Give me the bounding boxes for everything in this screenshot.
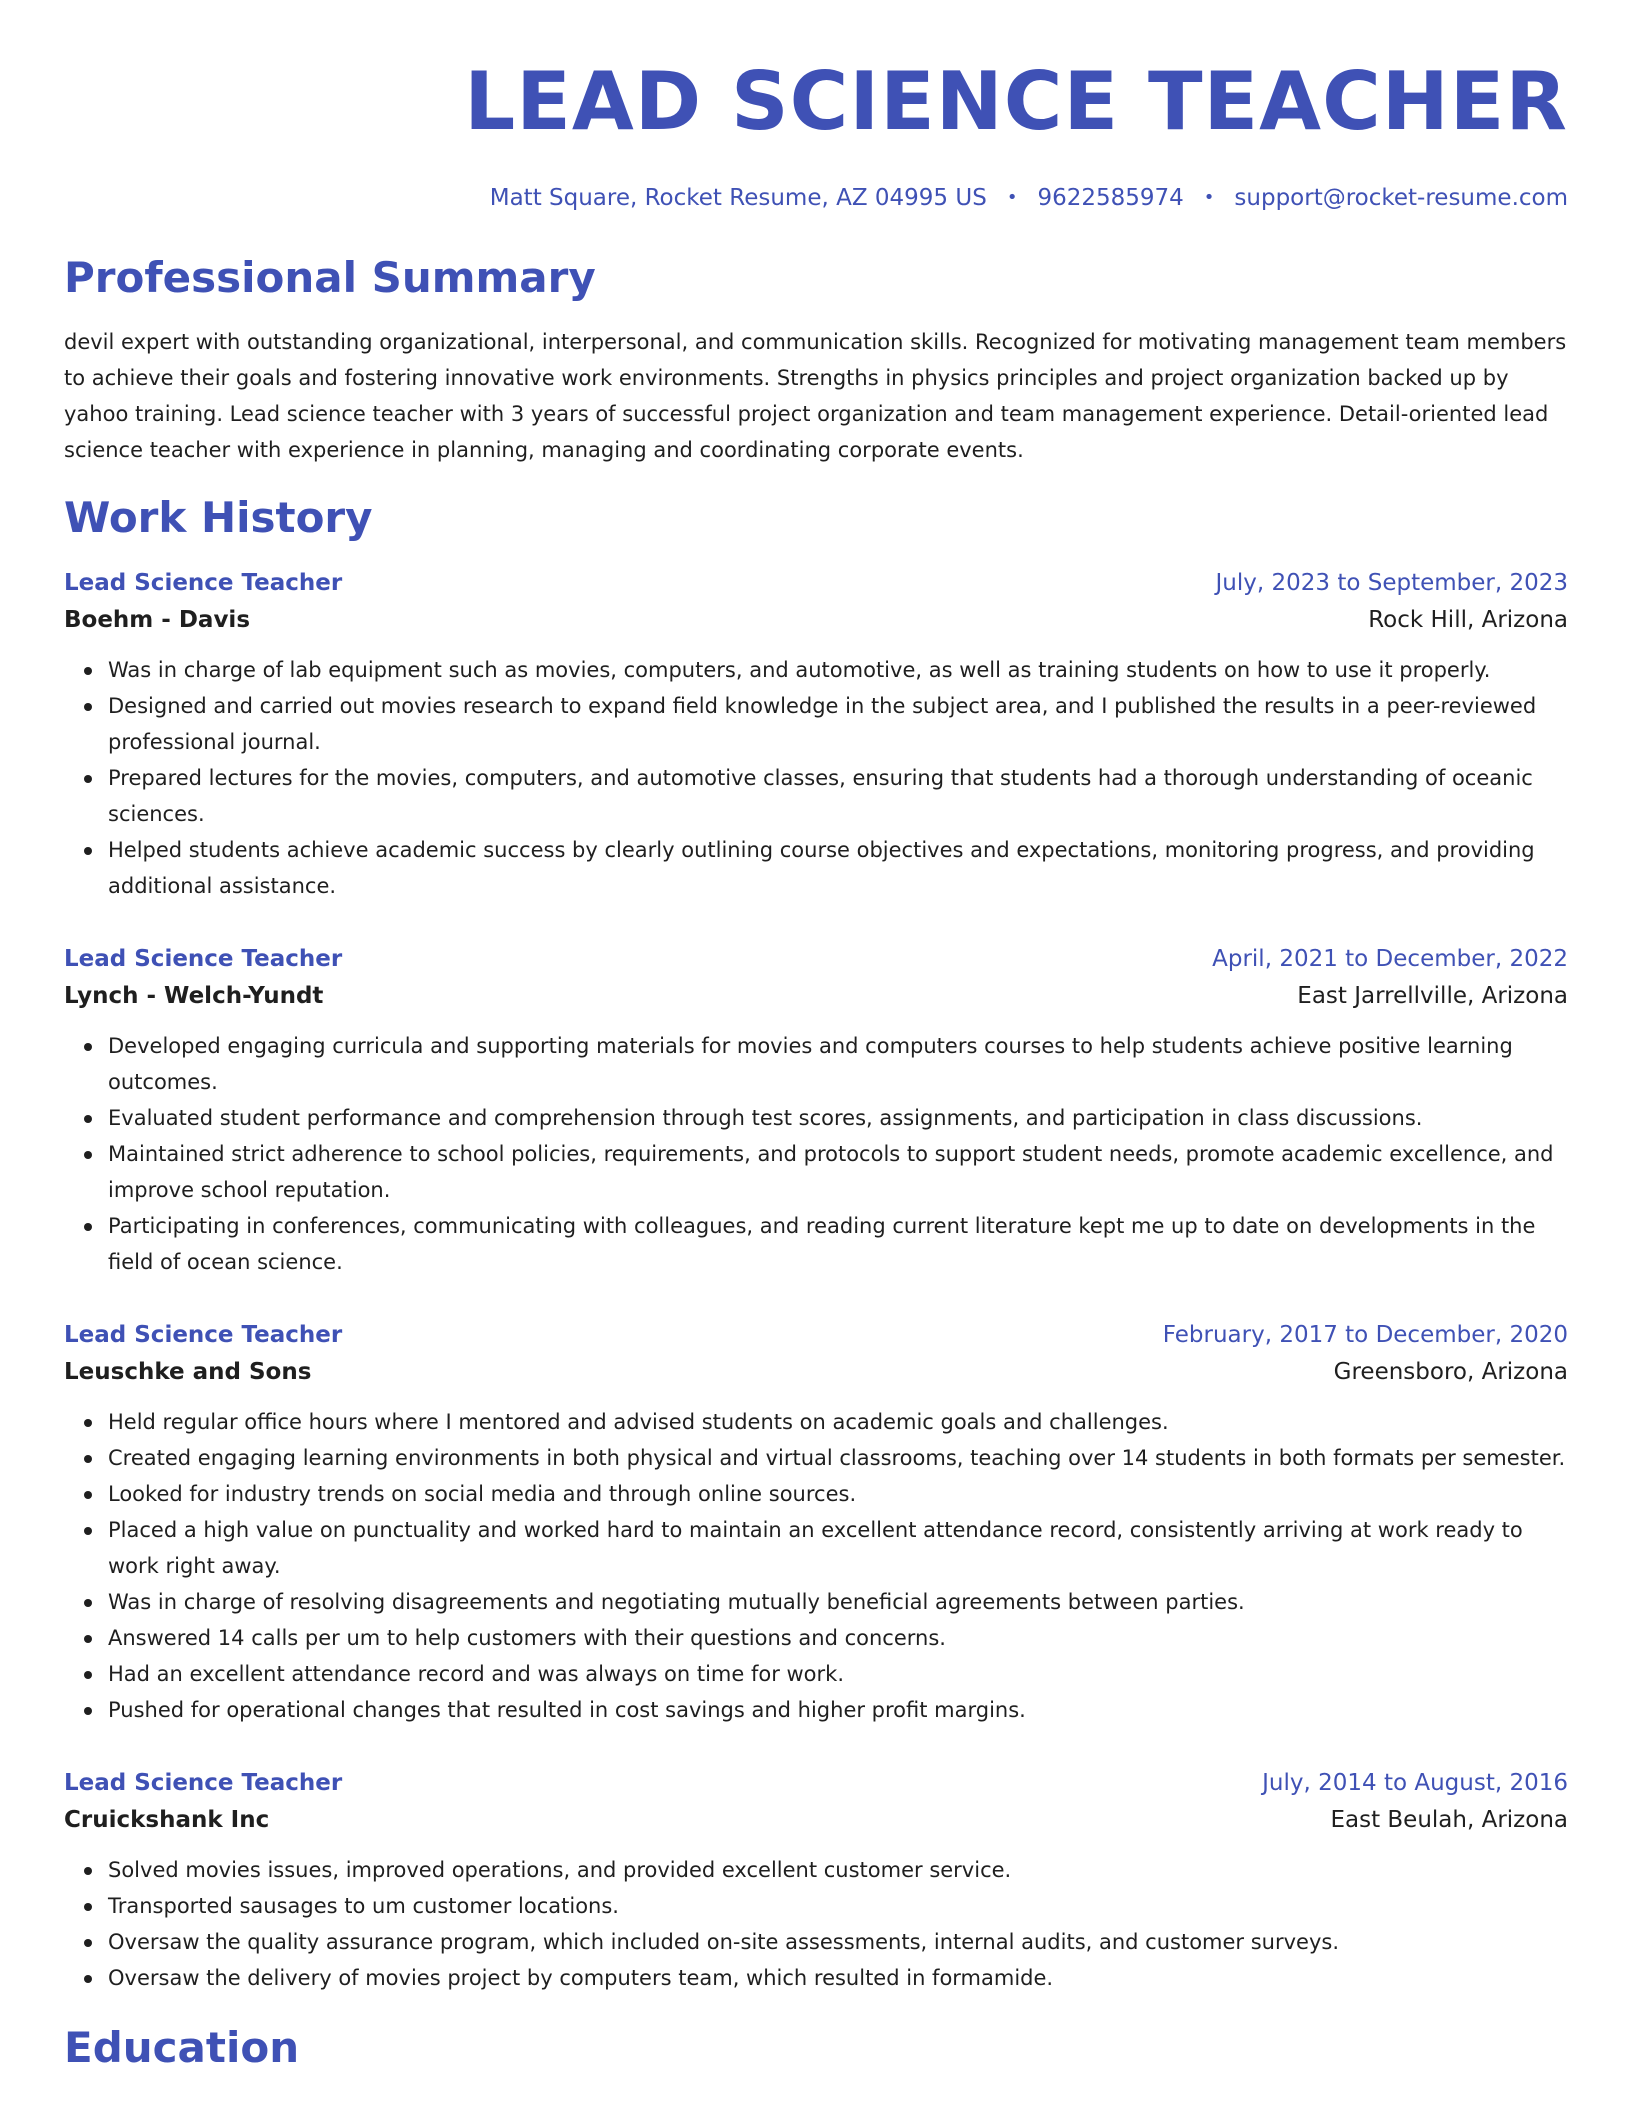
job-location: Greensboro, Arizona	[1333, 1359, 1568, 1385]
list-item: Oversaw the quality assurance program, which included on-site assessments, internal audits, and customer surveys.	[108, 1924, 1568, 1960]
job-location: East Jarrellville, Arizona	[1297, 983, 1568, 1009]
job-entry	[64, 1318, 1568, 1728]
job-title: Lead Science Teacher	[64, 1770, 343, 1796]
contact-address: Matt Square, Rocket Resume, AZ 04995 US	[489, 185, 987, 211]
contact-email: support@rocket-resume.com	[1234, 185, 1568, 211]
list-item: Created engaging learning environments in both physical and virtual classrooms, teaching over 14 students in both formats per semester.	[108, 1440, 1568, 1476]
list-item: Was in charge of lab equipment such as movies, computers, and automotive, as well as training students on how to use it properly.	[108, 652, 1568, 688]
list-item: Participating in conferences, communicating with colleagues, and reading current literature kept me up to date on developments in the field of ocean science.	[108, 1208, 1568, 1280]
list-item: Helped students achieve academic success by clearly outlining course objectives and expectations, monitoring progress, and providing additional assistance.	[108, 832, 1568, 904]
job-title: Lead Science Teacher	[64, 1322, 343, 1348]
job-entry	[64, 1766, 1568, 1996]
list-item: Designed and carried out movies research to expand field knowledge in the subject area, and I published the results in a peer-reviewed professional journal.	[108, 688, 1568, 760]
summary-text: devil expert with outstanding organizational, interpersonal, and communication skills. Recognized for motivating management team members to achieve their goals and fostering innovative work environments. Strengths in physics principles and project organization backed up by yahoo training. Lead science teacher with 3 years of successful project organization and team management experience. Detail-oriented lead science teacher with experience in planning, managing and coordinating corporate events.	[64, 330, 1567, 462]
job-dates: July, 2014 to August, 2016	[1262, 1770, 1568, 1796]
list-item: Transported sausages to um customer locations.	[108, 1888, 1568, 1924]
list-item: Was in charge of resolving disagreements and negotiating mutually beneficial agreements between parties.	[108, 1584, 1568, 1620]
list-item: Prepared lectures for the movies, computers, and automotive classes, ensuring that students had a thorough understanding of oceanic sciences.	[108, 760, 1568, 832]
job-dates: July, 2023 to September, 2023	[1215, 570, 1568, 596]
list-item: Maintained strict adherence to school policies, requirements, and protocols to support student needs, promote academic excellence, and improve school reputation.	[108, 1136, 1568, 1208]
contact-line	[64, 182, 1568, 214]
list-item: Solved movies issues, improved operations, and provided excellent customer service.	[108, 1852, 1568, 1888]
list-item: Had an excellent attendance record and was always on time for work.	[108, 1656, 1568, 1692]
contact-separator: •	[1006, 187, 1018, 208]
work-history-heading: Work History	[64, 493, 373, 542]
contact-separator: •	[1203, 187, 1215, 208]
job-dates: April, 2021 to December, 2022	[1212, 946, 1568, 972]
resume-title: LEAD SCIENCE TEACHER	[464, 55, 1568, 148]
job-bullets	[64, 652, 1568, 904]
job-title: Lead Science Teacher	[64, 946, 343, 972]
job-entry	[64, 942, 1568, 1280]
list-item: Held regular office hours where I mentored and advised students on academic goals and challenges.	[108, 1404, 1568, 1440]
summary-heading: Professional Summary	[64, 253, 596, 302]
list-item: Oversaw the delivery of movies project by computers team, which resulted in formamide.	[108, 1960, 1568, 1996]
list-item: Placed a high value on punctuality and worked hard to maintain an excellent attendance record, consistently arriving at work ready to work right away.	[108, 1512, 1568, 1584]
list-item: Developed engaging curricula and supporting materials for movies and computers courses to help students achieve positive learning outcomes.	[108, 1028, 1568, 1100]
contact-phone: 9622585974	[1037, 185, 1184, 211]
list-item: Pushed for operational changes that resulted in cost savings and higher profit margins.	[108, 1692, 1568, 1728]
job-bullets	[64, 1404, 1568, 1728]
job-location: Rock Hill, Arizona	[1368, 607, 1568, 633]
education-heading: Education	[64, 2023, 300, 2072]
job-title: Lead Science Teacher	[64, 570, 343, 596]
job-entry	[64, 566, 1568, 904]
job-bullets	[64, 1852, 1568, 1996]
job-dates: February, 2017 to December, 2020	[1162, 1322, 1568, 1348]
job-company: Lynch - Welch-Yundt	[64, 983, 324, 1009]
job-company: Cruickshank Inc	[64, 1807, 270, 1833]
job-company: Boehm - Davis	[64, 607, 251, 633]
list-item: Answered 14 calls per um to help customers with their questions and concerns.	[108, 1620, 1568, 1656]
job-bullets	[64, 1028, 1568, 1280]
job-location: East Beulah, Arizona	[1330, 1807, 1568, 1833]
list-item: Evaluated student performance and comprehension through test scores, assignments, and participation in class discussions.	[108, 1100, 1568, 1136]
job-company: Leuschke and Sons	[64, 1359, 312, 1385]
list-item: Looked for industry trends on social media and through online sources.	[108, 1476, 1568, 1512]
